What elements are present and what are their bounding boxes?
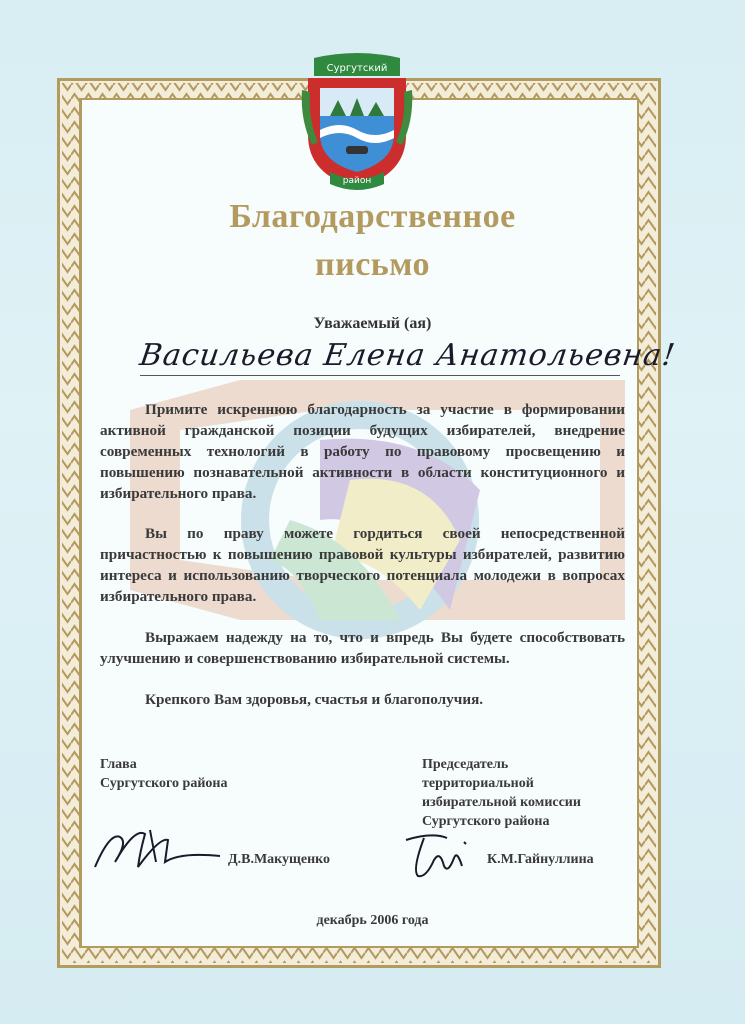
recipient-underline — [140, 375, 620, 376]
recipient-name-handwritten: Васильева Елена Анатольевна! — [137, 338, 678, 373]
title-line-2: письмо — [315, 246, 430, 283]
emblem-bottom-text: район — [342, 176, 372, 186]
right-signatory-title — [422, 755, 662, 831]
issue-date: декабрь 2006 года — [316, 913, 429, 928]
body-paragraph: Выражаем надежду на то, что и впредь Вы будете способствовать улучшению и совершенствованию избирательной системы. — [100, 629, 625, 667]
left-title-line: Сургутского района — [100, 776, 228, 791]
body-paragraph: Примите искреннюю благодарность за участие в формировании активной гражданской позиции будущих избирателей, внедрение современных технологий в работу по правовому просвещению и повышению познавательной активности в области конституционного и избирательного права. — [100, 401, 625, 502]
left-signatory-name: Д.В.Макущенко — [228, 852, 331, 867]
emblem-top-text: Сургутский — [326, 63, 388, 74]
right-title-line: избирательной комиссии — [422, 795, 581, 810]
surgut-district-coat-of-arms — [300, 50, 414, 190]
right-signature-mark — [402, 830, 482, 880]
right-title-line: территориальной — [422, 776, 534, 791]
title-line-1: Благодарственное — [229, 198, 516, 235]
right-title-line: Сургутского района — [422, 814, 550, 829]
salutation: Уважаемый (ая) — [313, 315, 432, 332]
right-signatory-name: К.М.Гайнуллина — [487, 852, 594, 867]
left-title-line: Глава — [100, 757, 137, 772]
right-title-line: Председатель — [422, 757, 509, 772]
body-paragraph: Вы по праву можете гордиться своей непосредственной причастностью к повышению правовой культуры избирателей, развитию интереса и использованию творческого потенциала молодежи в вопросах избирательного права. — [100, 525, 625, 605]
left-signatory-title — [100, 755, 340, 793]
left-signature-mark — [90, 822, 230, 882]
closing-wish: Крепкого Вам здоровья, счастья и благополучия. — [145, 691, 484, 708]
